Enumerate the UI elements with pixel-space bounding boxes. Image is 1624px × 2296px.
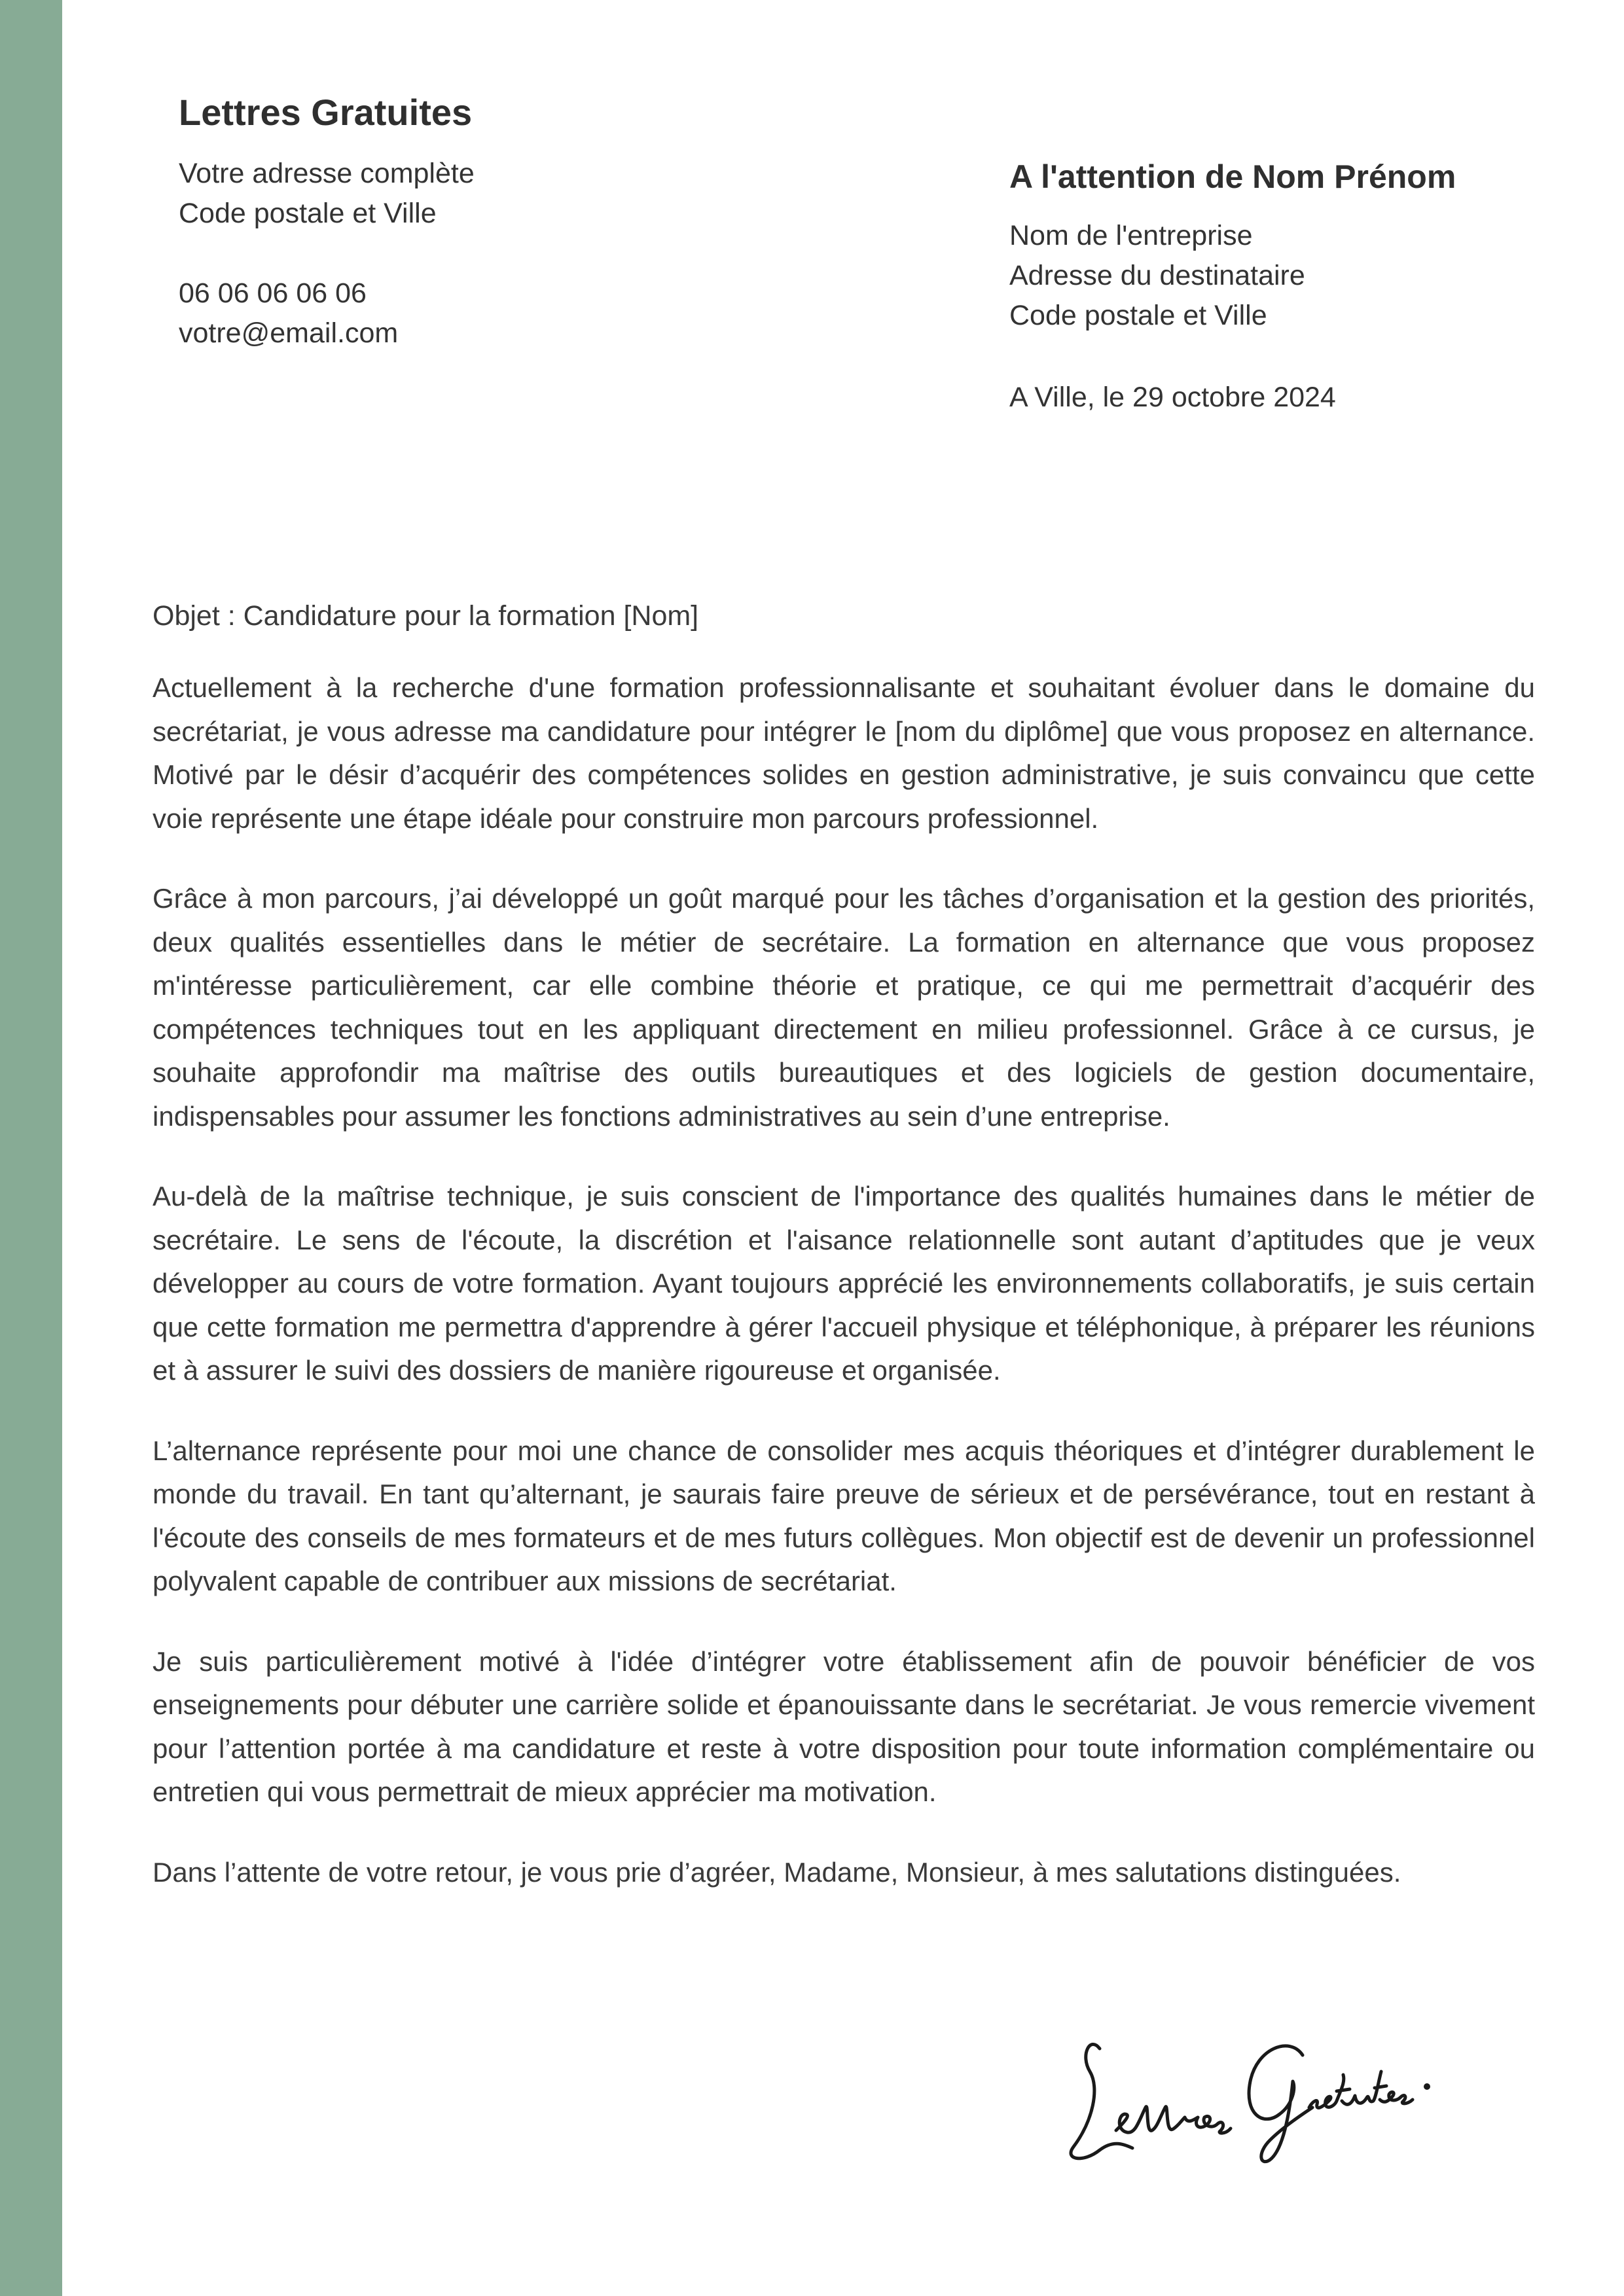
- recipient-address: Adresse du destinataire: [1009, 260, 1305, 291]
- sender-spacer: [179, 234, 768, 274]
- paragraph-1: Actuellement à la recherche d'une formation professionnalisante et souhaitant évoluer dans le domaine du secrétariat, je vous adresse ma candidature pour intégrer le [nom du diplôme] que vous proposez en alternance. Motivé par le désir d’acquérir des compétences solides en gestion administrative, je suis convaincu que cette voie représente une étape idéale pour construire mon parcours professionnel.: [153, 672, 1535, 834]
- recipient-city: Code postale et Ville: [1009, 300, 1267, 331]
- side-color-band: [0, 0, 62, 2296]
- recipient-company: Nom de l'entreprise: [1009, 220, 1253, 251]
- sender-address-line1: Votre adresse complète: [179, 158, 475, 190]
- paragraph-3: Au-delà de la maîtrise technique, je suis conscient de l'importance des qualités humaines dans le métier de secrétaire. Le sens de l'écoute, la discrétion et l'aisance relationnelle sont autant d’aptitudes que je veux développer au cours de votre formation. Ayant toujours apprécié les environnements collaboratifs, je suis certain que cette formation me permettra d'apprendre à gérer l'accueil physique et téléphonique, à préparer les réunions et à assurer le suivi des dossiers de manière rigoureuse et organisée.: [153, 1181, 1535, 1386]
- letter-date: A Ville, le 29 octobre 2024: [1009, 382, 1336, 413]
- recipient-block: [1009, 157, 1598, 418]
- paragraph-5: Je suis particulièrement motivé à l'idée d’intégrer votre établissement afin de pouvoir bénéficier de vos enseignements pour débuter une carrière solide et épanouissante dans le secrétariat. Je vous remercie vivement pour l’attention portée à ma candidature et reste à votre disposition pour toute information complémentaire ou entretien qui vous permettrait de mieux apprécier ma motivation.: [153, 1645, 1535, 1807]
- recipient-attention: A l'attention de Nom Prénom: [1009, 158, 1456, 195]
- sender-address-line2: Code postale et Ville: [179, 198, 437, 230]
- letter-closing: Dans l’attente de votre retour, je vous prie d’agréer, Madame, Monsieur, à mes salutations distinguées.: [153, 1856, 1401, 1888]
- sender-block: [179, 90, 768, 353]
- paragraph-2: Grâce à mon parcours, j’ai développé un goût marqué pour les tâches d’organisation et la gestion des priorités, deux qualités essentielles dans le métier de secrétaire. La formation en alternance que vous proposez m'intéresse particulièrement, car elle combine théorie et pratique, ce qui me permettrait d’acquérir des compétences techniques tout en les appliquant directement en milieu professionnel. Grâce à ce cursus, je souhaite approfondir ma maîtrise des outils bureautiques et des logiciels de gestion documentaire, indispensables pour assumer les fonctions administratives au sein d’une entreprise.: [153, 883, 1535, 1132]
- paragraph-4: L’alternance représente pour moi une chance de consolider mes acquis théoriques et d’intégrer durablement le monde du travail. En tant qu’alternant, je saurais faire preuve de sérieux et de persévérance, tout en restant à l'écoute des conseils de mes formateurs et de mes futurs collègues. Mon objectif est de devenir un professionnel polyvalent capable de contribuer aux missions de secrétariat.: [153, 1435, 1535, 1596]
- letter-subject: Objet : Candidature pour la formation [Nom]: [153, 600, 699, 632]
- sender-email: votre@email.com: [179, 317, 399, 350]
- handwritten-signature: [1054, 2009, 1447, 2173]
- sender-name: Lettres Gratuites: [179, 92, 473, 133]
- sender-phone: 06 06 06 06 06: [179, 278, 367, 310]
- letter-body: [153, 594, 1535, 1894]
